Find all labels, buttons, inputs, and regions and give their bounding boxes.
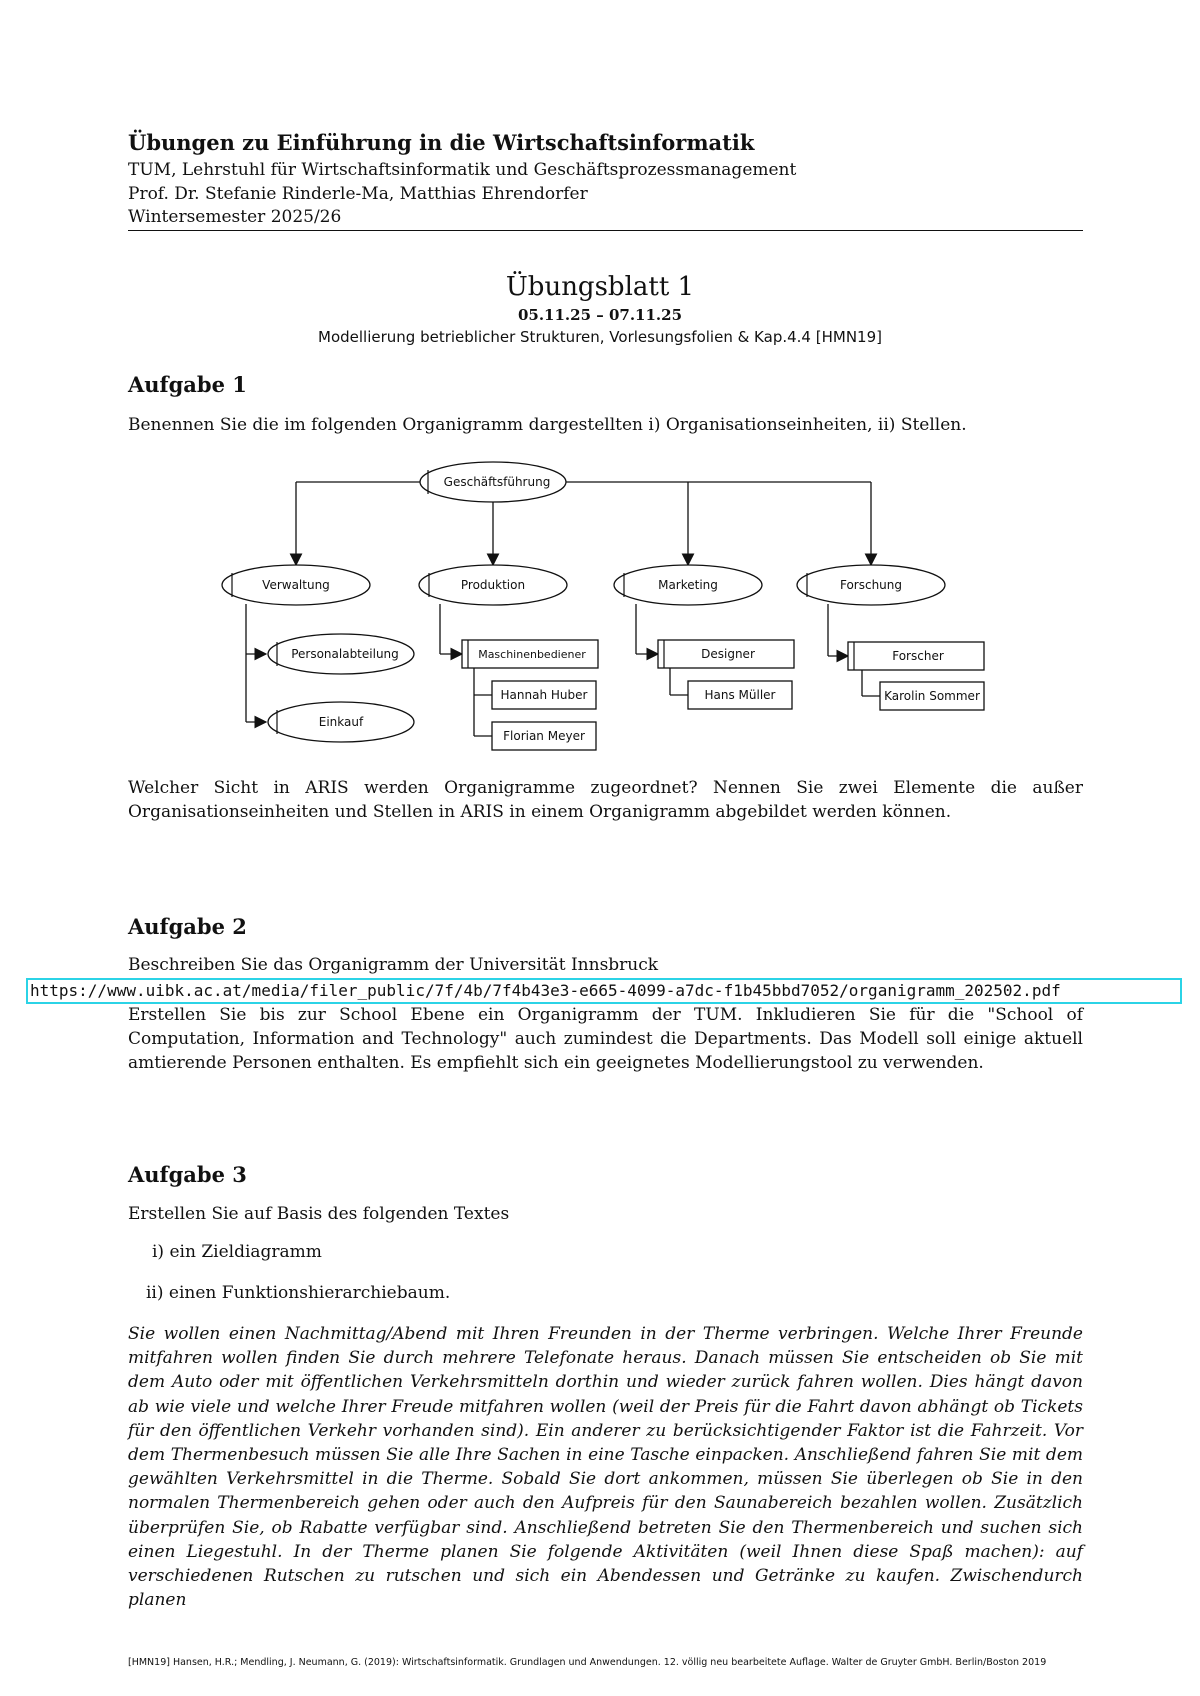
course-title: Übungen zu Einführung in die Wirtschaftsinformatik (128, 130, 755, 155)
task1-heading: Aufgabe 1 (128, 372, 247, 397)
task3-intro: Erstellen Sie auf Basis des folgenden Textes (128, 1204, 510, 1224)
task1-intro: Benennen Sie die im folgenden Organigramm dargestellten i) Organisationseinheiten, ii) Stellen. (128, 415, 967, 435)
orgchart-person-florian: Florian Meyer (503, 729, 585, 743)
orgchart-person-hannah: Hannah Huber (500, 688, 588, 702)
orgchart-position-forscher: Forscher (892, 649, 944, 663)
orgchart-subunit-personal: Personalabteilung (291, 647, 399, 661)
task3-item-funktionsbaum: ii) einen Funktionshierarchiebaum. (146, 1283, 451, 1303)
sheet-subtitle: Modellierung betrieblicher Strukturen, Vorlesungsfolien & Kap.4.4 [HMN19] (318, 328, 882, 346)
task3-item-zieldiagramm: i) ein Zieldiagramm (152, 1242, 322, 1262)
org-chart (0, 0, 1200, 760)
orgchart-position-designer: Designer (701, 647, 755, 661)
task2-instructions: Erstellen Sie bis zur School Ebene ein Organigramm der TUM. Inkludieren Sie für die "School of Computation, Information and Technology" auch zumindest die Departments. Das Modell soll einige aktuell amtierende Personen enthalten. Es empfiehlt sich ein geeignetes Modellierungstool zu verwenden. (128, 1005, 1083, 1073)
task2-line1: Beschreiben Sie das Organigramm der Universität Innsbruck (128, 955, 659, 975)
task1-question: Welcher Sicht in ARIS werden Organigramme zugeordnet? Nennen Sie zwei Elemente die außer Organisationseinheiten und Stellen in ARIS in einem Organigramm abgebildet werden können. (128, 778, 1083, 822)
institution-line: TUM, Lehrstuhl für Wirtschaftsinformatik und Geschäftsprozessmanagement (128, 160, 797, 180)
sheet-title: Übungsblatt 1 (505, 272, 695, 302)
footnote-reference: [HMN19] Hansen, H.R.; Mendling, J. Neumann, G. (2019): Wirtschaftsinformatik. Grundlagen und Anwendungen. 12. völlig neu bearbeitete Auflage. Walter de Gruyter GmbH. Berlin/Boston 2019 (128, 1657, 1047, 1668)
task2-heading: Aufgabe 2 (128, 914, 247, 939)
orgchart-person-karolin: Karolin Sommer (884, 689, 980, 703)
orgchart-subunit-einkauf: Einkauf (318, 715, 364, 729)
orgchart-person-hans: Hans Müller (704, 688, 776, 702)
orgchart-root-label: Geschäftsführung (443, 475, 551, 489)
task3-story: Sie wollen einen Nachmittag/Abend mit Ihren Freunden in der Therme verbringen. Welche Ihrer Freunde mitfahren wollen finden Sie durch mehrere Telefonate heraus. Danach müssen Sie entscheiden ob Sie mit dem Auto oder mit öffentlichen Verkehrsmitteln dorthin und wieder zurück fahren wollen. Dies hängt davon ab wie viele und welche Ihrer Freude mitfahren wollen (weil der Preis für die Fahrt davon abhängt ob Tickets für den öffentlichen Verkehr vorhanden sind). Ein anderer zu berücksichtigender Faktor ist die Fahrzeit. Vor dem Thermenbesuch müssen Sie alle Ihre Sachen in eine Tasche einpacken. Anschließend fahren Sie mit dem gewählten Verkehrsmittel in die Therme. Sobald Sie dort ankommen, müssen Sie überlegen ob Sie in den normalen Thermenbereich gehen oder auch den Aufpreis für den Saunabereich bezahlen wollen. Zusätzlich überprüfen Sie, ob Rabatte verfügbar sind. Anschließend betreten Sie den Thermenbereich und suchen sich einen Liegestuhl. In der Therme planen Sie folgende Aktivitäten (weil Ihnen diese Spaß machen): auf verschiedenen Rutschen zu rutschen und sich ein Abendessen und Getränke zu kaufen. Zwischendurch planen (128, 1324, 1083, 1611)
orgchart-position-maschinenbediener: Maschinenbediener (478, 648, 586, 661)
task3-heading: Aufgabe 3 (128, 1162, 247, 1187)
orgchart-unit-produktion: Produktion (460, 578, 526, 592)
lecturers-line: Prof. Dr. Stefanie Rinderle-Ma, Matthias Ehrendorfer (128, 184, 588, 204)
uibk-organigramm-link[interactable]: https://www.uibk.ac.at/media/filer_public/7f/4b/7f4b43e3-e665-4099-a7dc-f1b45bbd7052/organigramm_202502.pdf (26, 978, 1182, 1004)
orgchart-unit-forschung: Forschung (839, 578, 903, 592)
semester-line: Wintersemester 2025/26 (128, 207, 342, 227)
orgchart-unit-verwaltung: Verwaltung (262, 578, 330, 592)
sheet-dates: 05.11.25 – 07.11.25 (517, 306, 683, 324)
orgchart-unit-marketing: Marketing (658, 578, 718, 592)
